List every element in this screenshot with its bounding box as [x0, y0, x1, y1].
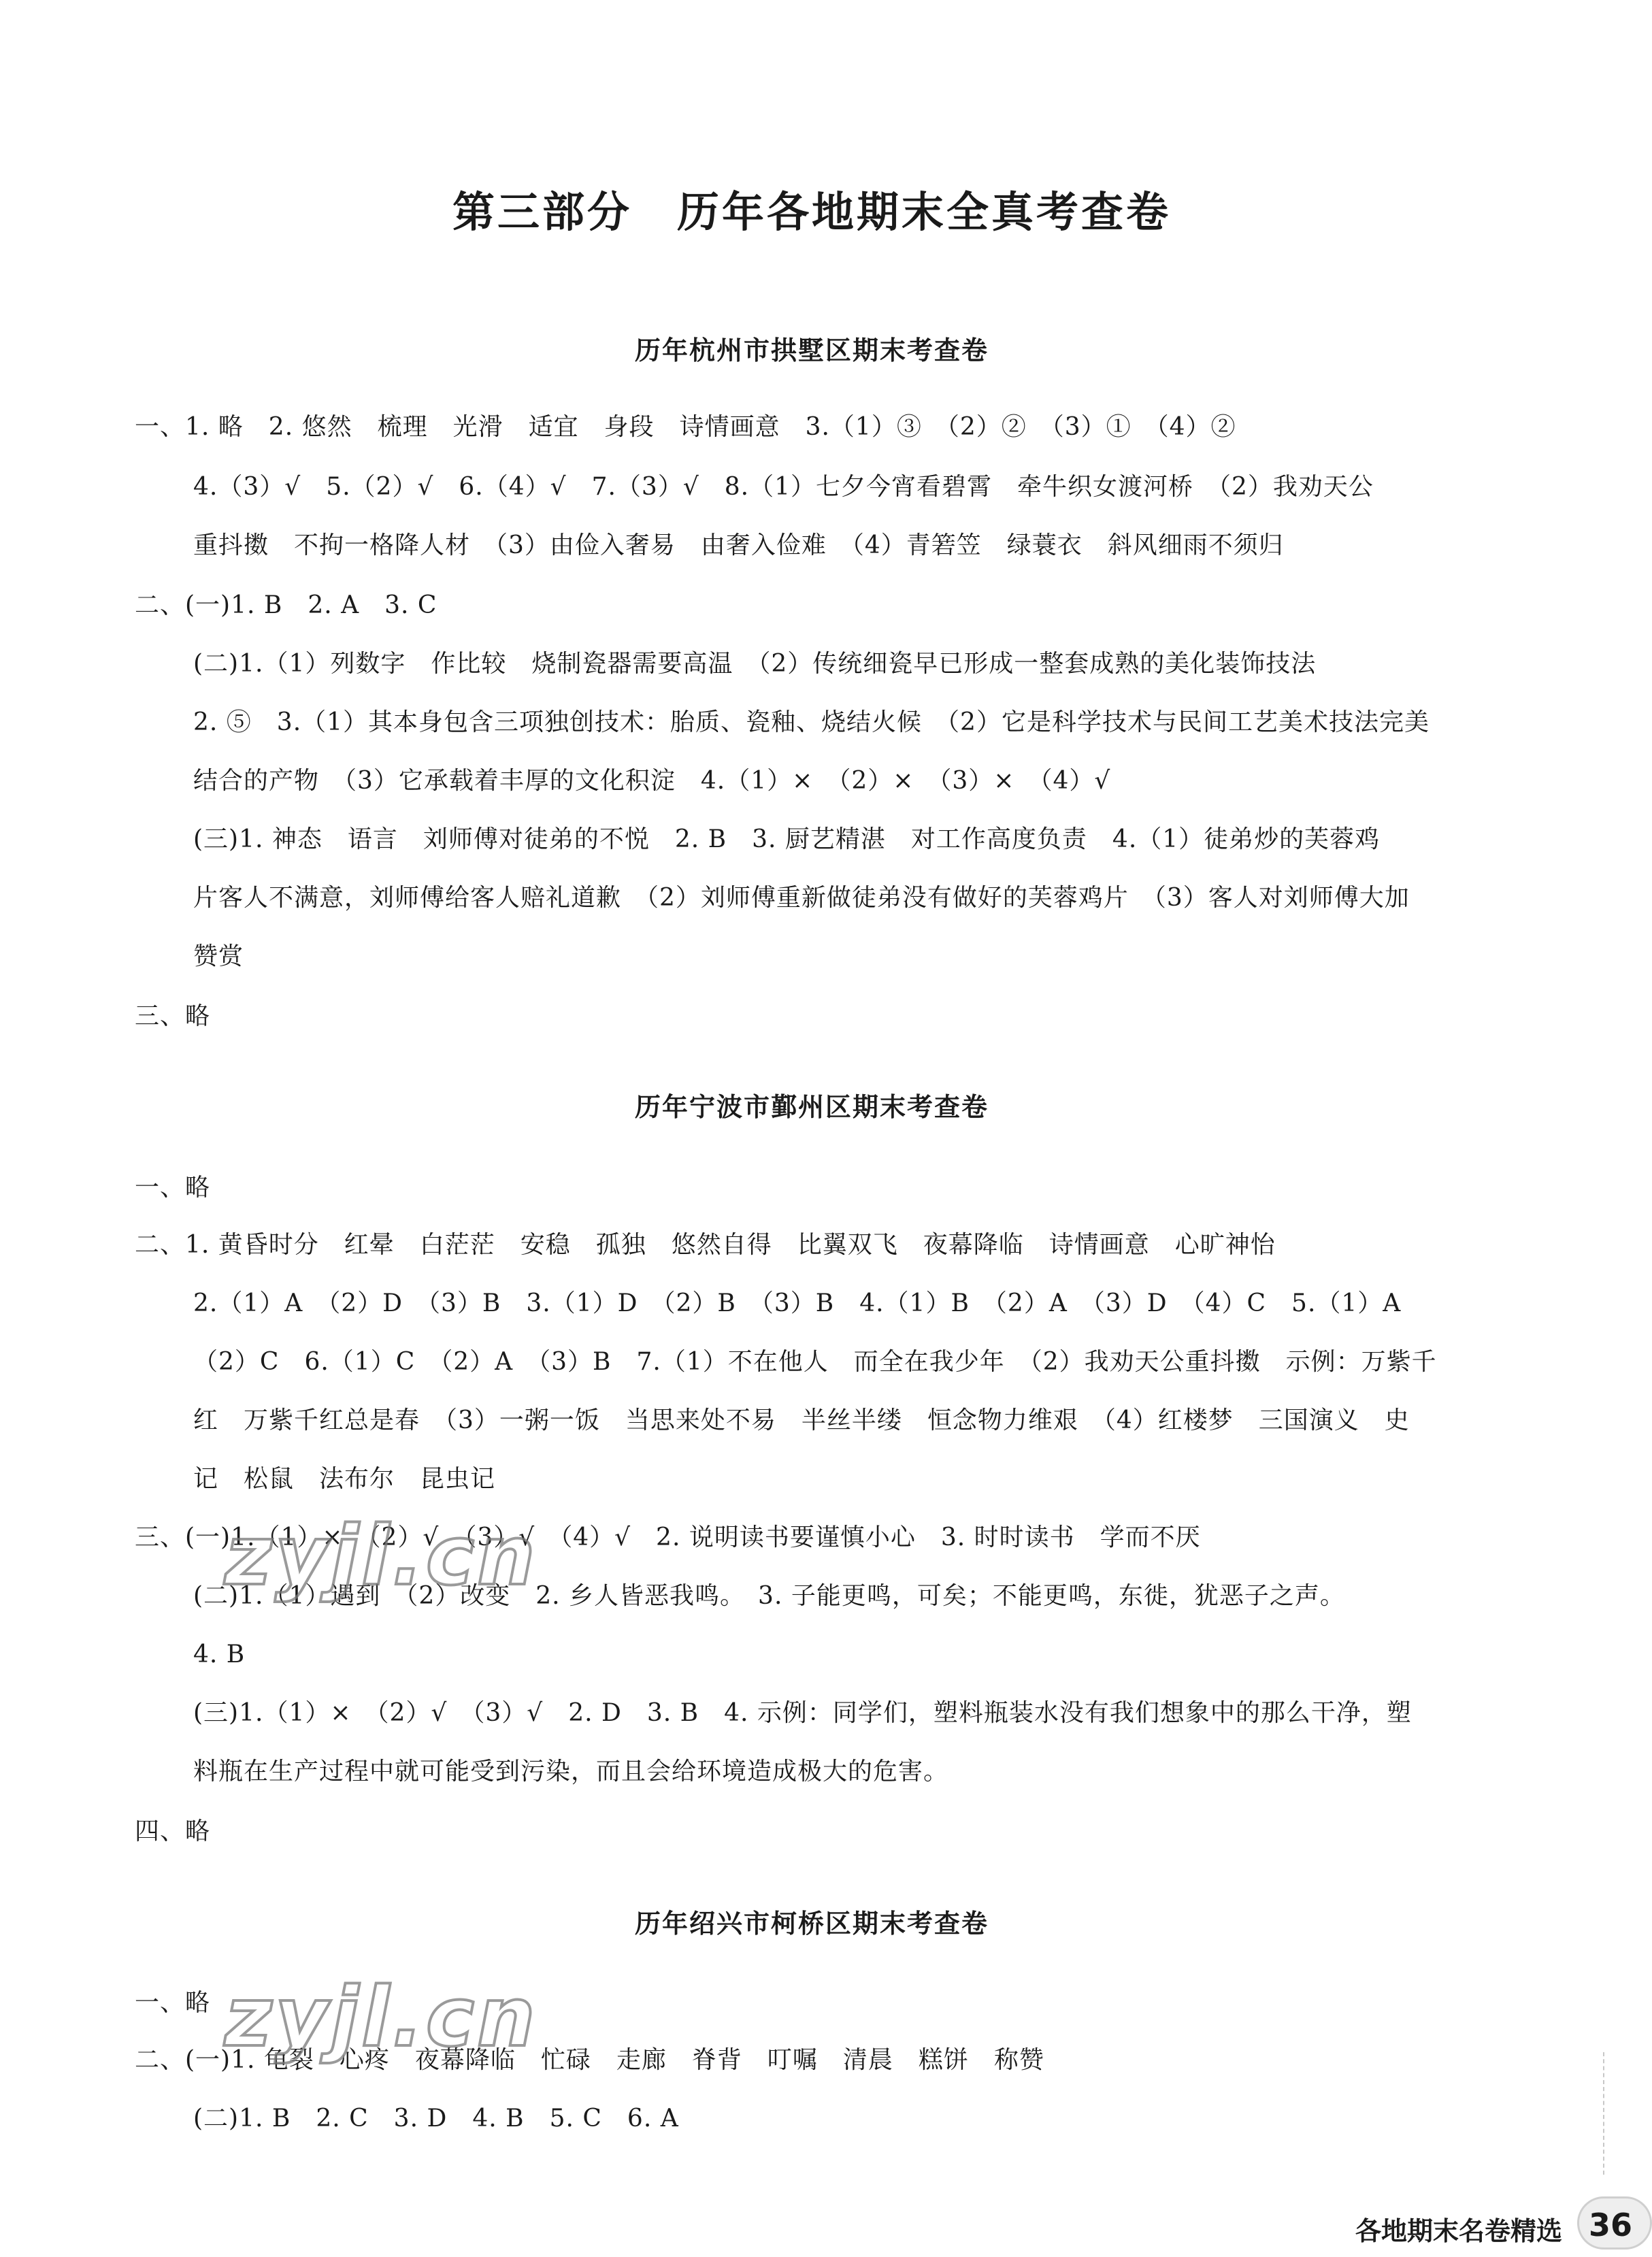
- answer-line: 一、1. 略 2. 悠然 梳理 光滑 适宜 身段 诗情画意 3.（1）③ （2）② （3）① （4）②: [135, 413, 1236, 441]
- answer-line: 二、(一)1. 龟裂 心疼 夜幕降临 忙碌 走廊 脊背 叮嘱 清晨 糕饼 称赞: [135, 2046, 1044, 2074]
- footer-brand: 各地期末名卷精选: [1355, 2216, 1563, 2246]
- answer-line: 三、(一)1.（1）× （2）√ （3）√ （4）√ 2. 说明读书要谨慎小心 3. 时时读书 学而不厌: [135, 1523, 1201, 1551]
- watermark: zyjl.cn: [225, 1509, 538, 1604]
- section-title-hangzhou: 历年杭州市拱墅区期末考查卷: [634, 335, 989, 365]
- answer-line: 一、略: [135, 1174, 211, 1202]
- answer-line: 二、(一)1. B 2. A 3. C: [135, 591, 437, 619]
- answer-line: 四、略: [135, 1817, 211, 1845]
- watermark: zyjl.cn: [225, 1971, 538, 2065]
- answer-line: 料瓶在生产过程中就可能受到污染，而且会给环境造成极大的危害。: [193, 1758, 949, 1785]
- answer-line: (二)1. B 2. C 3. D 4. B 5. C 6. A: [193, 2105, 679, 2132]
- answer-line: 赞赏: [193, 942, 244, 970]
- answer-line: (三)1.（1）× （2）√ （3）√ 2. D 3. B 4. 示例：同学们，塑料瓶装水没有我们想象中的那么干净，塑: [193, 1699, 1412, 1727]
- answer-line: 二、1. 黄昏时分 红晕 白茫茫 安稳 孤独 悠然自得 比翼双飞 夜幕降临 诗情画意 心旷神怡: [135, 1231, 1276, 1259]
- answer-line: 结合的产物 （3）它承载着丰厚的文化积淀 4.（1）× （2）× （3）× （4）√: [193, 767, 1111, 795]
- answer-line: （2）C 6.（1）C （2）A （3）B 7.（1）不在他人 而全在我少年 （2）我劝天公重抖擞 示例：万紫千: [193, 1348, 1437, 1376]
- answer-line: 2.（1）A （2）D （3）B 3.（1）D （2）B （3）B 4.（1）B （2）A （3）D （4）C 5.（1）A: [193, 1289, 1402, 1317]
- answer-line: 记 松鼠 法布尔 昆虫记: [193, 1465, 496, 1493]
- answer-line: 三、略: [135, 1002, 211, 1030]
- answer-line: 一、略: [135, 1989, 211, 2017]
- answer-line: 4.（3）√ 5.（2）√ 6.（4）√ 7.（3）√ 8.（1）七夕今宵看碧霄 牵牛织女渡河桥 （2）我劝天公: [193, 473, 1374, 501]
- page-title: 第三部分 历年各地期末全真考查卷: [452, 187, 1171, 237]
- answer-line: 2. ⑤ 3.（1）其本身包含三项独创技术：胎质、瓷釉、烧结火候 （2）它是科学技术与民间工艺美术技法完美: [193, 708, 1430, 736]
- answer-line: 片客人不满意，刘师傅给客人赔礼道歉 （2）刘师傅重新做徒弟没有做好的芙蓉鸡片 （3）客人对刘师傅大加: [193, 884, 1410, 912]
- page-edge-mark: [1603, 2052, 1623, 2175]
- answer-line: (三)1. 神态 语言 刘师傅对徒弟的不悦 2. B 3. 厨艺精湛 对工作高度负责 4.（1）徒弟炒的芙蓉鸡: [193, 825, 1381, 853]
- answer-line: (二)1.（1）遇到 （2）改变 2. 乡人皆恶我鸣。 3. 子能更鸣，可矣；不能更鸣，东徙，犹恶子之声。: [193, 1582, 1345, 1610]
- answer-line: 红 万紫千红总是春 （3）一粥一饭 当思来处不易 半丝半缕 恒念物力维艰 （4）红楼梦 三国演义 史: [193, 1406, 1410, 1434]
- section-title-ningbo: 历年宁波市鄞州区期末考查卷: [634, 1092, 989, 1122]
- answer-line: (二)1.（1）列数字 作比较 烧制瓷器需要高温 （2）传统细瓷早已形成一整套成熟的美化装饰技法: [193, 650, 1317, 678]
- answer-line: 重抖擞 不拘一格降人材 （3）由俭入奢易 由奢入俭难 （4）青箬笠 绿蓑衣 斜风细雨不须归: [193, 531, 1284, 559]
- answer-line: 4. B: [193, 1641, 246, 1668]
- section-title-shaoxing: 历年绍兴市柯桥区期末考查卷: [634, 1909, 989, 1939]
- page-number: 36: [1577, 2196, 1652, 2250]
